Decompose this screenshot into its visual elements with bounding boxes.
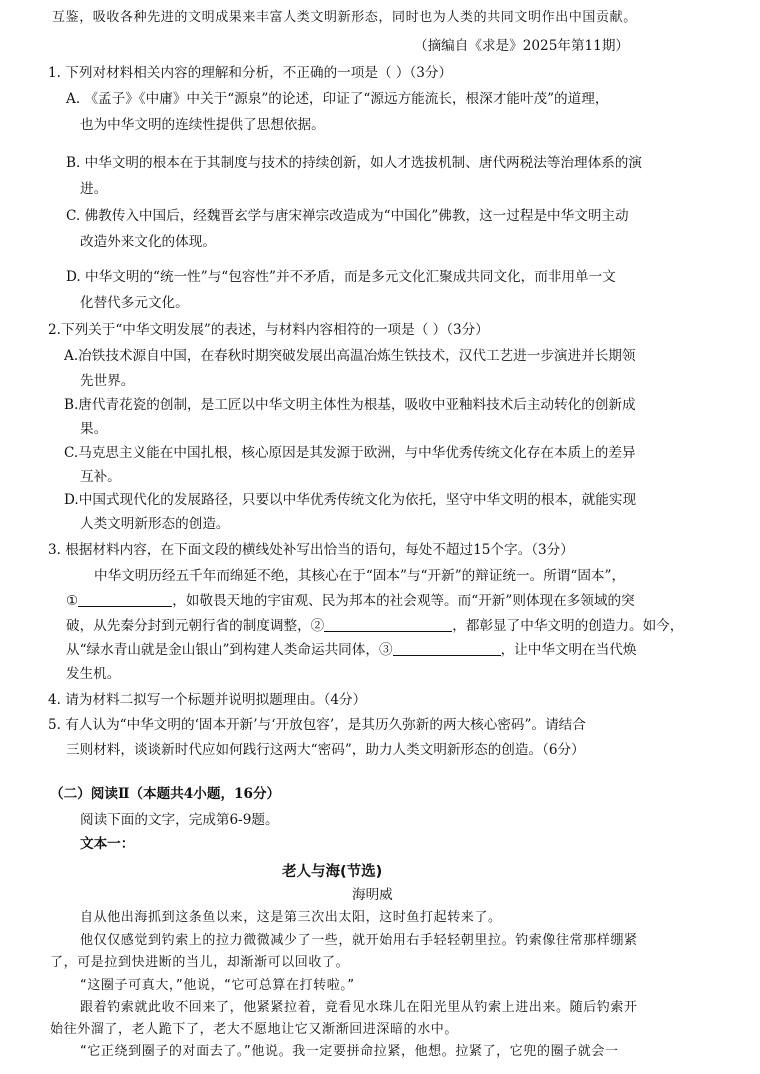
q2-option-c-line1: C.马克思主义能在中国扎根，核心原因是其发源于欧洲，与中华优秀传统文化存在本质上的差异 <box>64 445 636 461</box>
q1-option-a-line1: A. 《孟子》《中庸》中关于“源泉”的论述，印证了“源远方能流长，根深才能叶茂”的道理， <box>66 91 609 107</box>
question-1-stem: 1. 下列对材料相关内容的理解和分析，不正确的一项是（ ）（3分） <box>48 65 453 81</box>
q1-option-d-line1: D. 中华文明的“统一性”与“包容性”并不矛盾，而是多元文化汇聚成共同文化，而非用单一文 <box>66 269 616 285</box>
story-paragraph-2-line2: 了，可是拉到快进断的当儿，却渐渐可以回收了。 <box>50 955 350 970</box>
answer-blank-3[interactable] <box>393 641 501 656</box>
q3-passage-line4-rest: ，让中华文明在当代焕 <box>500 642 637 658</box>
question-5-line2: 三则材料，谈谈新时代应如何践行这两大“密码”，助力人类文明新形态的创造。（6分） <box>66 742 585 758</box>
q2-option-a-line2: 先世界。 <box>80 373 135 389</box>
q2-option-d-line1: D.中国式现代化的发展路径，只要以中华优秀传统文化为依托，坚守中华文明的根本，就能实现 <box>64 492 637 508</box>
q2-option-d-line2: 人类文明新形态的创造。 <box>80 516 230 532</box>
q1-option-d-line2: 化替代多元文化。 <box>80 295 189 311</box>
question-3-stem: 3. 根据材料内容，在下面文段的横线处补写出恰当的语句，每处不超过15个字。（3分） <box>48 542 574 558</box>
question-2-stem: 2.下列关于“中华文明发展”的表述，与材料内容相符的一项是（ ）（3分） <box>48 322 489 338</box>
story-title: 老人与海(节选) <box>282 864 383 880</box>
q3-passage-line5: 发生机。 <box>66 666 121 682</box>
q3-passage-line3-rest: ，都彰显了中华文明的创造力。如今， <box>452 618 684 634</box>
q3-passage-line4 <box>66 640 637 660</box>
story-paragraph-1: 自从他出海抓到这条鱼以来，这是第三次出太阳，这时鱼打起转来了。 <box>80 910 502 925</box>
text-label: 文本一： <box>80 836 135 852</box>
section-instruction: 阅读下面的文字，完成第6-9题。 <box>80 812 279 828</box>
story-paragraph-3: “这圈子可真大，”他说，“它可总算在打转啦。” <box>80 978 355 993</box>
blank-number-1: ① <box>66 593 79 609</box>
q3-passage-line1: 中华文明历经五千年而绵延不绝，其核心在于“固本”与“开新”的辩证统一。所谓“固本”， <box>94 568 626 584</box>
q3-passage-line4-start: 从“绿水青山就是金山银山”到构建人类命运共同体，③ <box>66 642 393 658</box>
question-4-stem: 4. 请为材料二拟写一个标题并说明拟题理由。（4分） <box>48 692 367 708</box>
q3-passage-line3-start: 破，从先秦分封到元朝行省的制度调整，② <box>66 618 325 634</box>
q2-option-b-line2: 果。 <box>80 421 108 437</box>
q3-passage-line2-rest: ，如敬畏天地的宇宙观、民为邦本的社会观等。而“开新”则体现在多领域的突 <box>172 593 635 609</box>
question-5-line1: 5. 有人认为“中华文明的‘固本开新’与‘开放包容’，是其历久弥新的两大核心密码”。请结合 <box>48 717 586 733</box>
q1-option-a-line2: 也为中华文明的连续性提供了思想依据。 <box>80 117 325 133</box>
q3-passage-line2 <box>66 591 635 611</box>
story-paragraph-2-line1: 他仅仅感觉到钓索上的拉力微微减少了一些，就开始用右手轻轻朝里拉。钓索像往常那样绷紧 <box>80 933 638 948</box>
source-citation: （摘编自《求是》2025年第11期） <box>414 38 630 54</box>
answer-blank-1[interactable] <box>78 592 172 607</box>
q1-option-b-line2: 进。 <box>80 181 108 197</box>
section-heading: （二）阅读Ⅱ（本题共4小题，16分） <box>50 786 281 802</box>
q2-option-c-line2: 互补。 <box>80 469 121 485</box>
q2-option-b-line1: B.唐代青花瓷的创制，是工匠以中华文明主体性为根基，吸收中亚釉料技术后主动转化的创新成 <box>64 397 636 413</box>
answer-blank-2[interactable] <box>324 617 452 632</box>
story-paragraph-4-line1: 跟着钓索就此收不回来了，他紧紧拉着，竟看见水珠儿在阳光里从钓索上进出来。随后钓索开 <box>80 1000 638 1015</box>
intro-line: 互鉴，吸收各种先进的文明成果来丰富人类文明新形态，同时也为人类的共同文明作出中国贡献。 <box>52 10 637 25</box>
q1-option-b-line1: B. 中华文明的根本在于其制度与技术的持续创新，如人才选拔机制、唐代两税法等治理体系的演 <box>66 155 642 171</box>
story-paragraph-5-line1: “它正绕到圈子的对面去了。”他说。我一定要拼命拉紧，他想。拉紧了，它兜的圈子就会一 <box>80 1044 619 1059</box>
q1-option-c-line1: C. 佛教传入中国后，经魏晋玄学与唐宋禅宗改造成为“中国化”佛教，这一过程是中华文明主动 <box>66 208 629 224</box>
q2-option-a-line1: A.冶铁技术源自中国，在春秋时期突破发展出高温冶炼生铁技术，汉代工艺进一步演进并长期领 <box>64 348 636 364</box>
story-paragraph-4-line2: 始往外溜了，老人跪下了，老大不愿地让它又渐渐回进深暗的水中。 <box>50 1022 459 1037</box>
q1-option-c-line2: 改造外来文化的体现。 <box>80 234 216 250</box>
q3-passage-line3 <box>66 616 683 636</box>
story-author: 海明威 <box>352 887 393 903</box>
